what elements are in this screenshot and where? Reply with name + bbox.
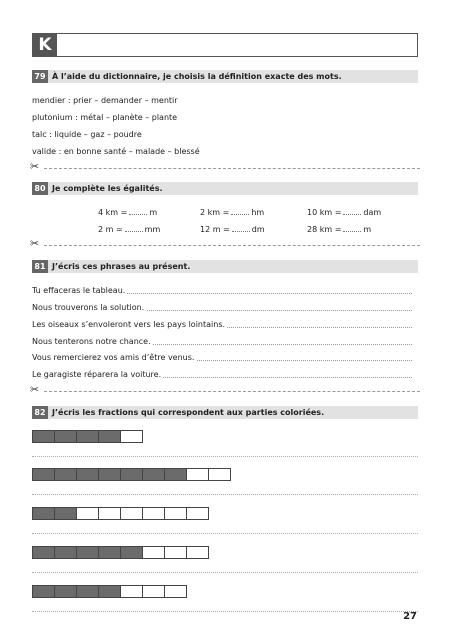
fraction-bar	[32, 507, 208, 520]
exercise-82-title: J’écris les fractions qui correspondent aux parties coloriées.	[52, 408, 325, 417]
blank-part	[120, 430, 143, 443]
section-letter: K	[33, 34, 57, 56]
equality-field[interactable]: 2 km = hm	[200, 208, 265, 217]
colored-part	[54, 430, 77, 443]
exercise-79-number: 79	[32, 70, 48, 83]
exercise-79-title: À l’aide du dictionnaire, je choisis la définition exacte des mots.	[52, 72, 342, 81]
colored-part	[54, 468, 77, 481]
equality-field[interactable]: 4 km = m	[98, 208, 158, 217]
ex81-sentence-line[interactable]: Nous tenterons notre chance.	[32, 336, 412, 347]
fraction-bar	[32, 430, 142, 443]
ex81-sentence-line[interactable]: Vous remercierez vos amis d’être venus.	[32, 352, 412, 363]
cut-line-2	[30, 237, 420, 250]
exercise-81-number: 81	[32, 260, 48, 273]
scissors-icon: ✂	[30, 237, 40, 250]
colored-part	[32, 585, 55, 598]
ex79-line-3: talc : liquide – gaz – poudre	[32, 130, 142, 139]
blank-part	[208, 468, 231, 481]
colored-part	[76, 585, 99, 598]
answer-blank[interactable]	[232, 224, 250, 232]
ex81-sentence-line[interactable]: Nous trouverons la solution.	[32, 302, 412, 313]
fraction-answer-line[interactable]	[32, 494, 418, 495]
blank-part	[186, 546, 209, 559]
equality-field[interactable]: 10 km = dam	[307, 208, 382, 217]
colored-part	[164, 468, 187, 481]
answer-blank[interactable]	[343, 224, 361, 232]
answer-blank[interactable]	[231, 207, 249, 215]
answer-blank[interactable]	[343, 207, 361, 215]
fraction-answer-line[interactable]	[32, 572, 418, 573]
colored-part	[54, 546, 77, 559]
blank-part	[142, 546, 165, 559]
exercise-81-header	[32, 260, 418, 273]
ex79-line-4: valide : en bonne santé – malade – blessé	[32, 147, 200, 156]
exercise-80-title: Je complète les égalités.	[52, 184, 163, 193]
answer-blank[interactable]	[129, 207, 147, 215]
exercise-80-number: 80	[32, 182, 48, 195]
blank-part	[98, 507, 121, 520]
colored-part	[98, 430, 121, 443]
exercise-81-title: J’écris ces phrases au présent.	[52, 262, 191, 271]
ex81-sentence-line[interactable]: Le garagiste réparera la voiture.	[32, 369, 412, 380]
blank-part	[120, 585, 143, 598]
equality-field[interactable]: 28 km = m	[307, 225, 372, 234]
colored-part	[32, 507, 55, 520]
blank-part	[164, 507, 187, 520]
fraction-answer-line[interactable]	[32, 611, 418, 612]
colored-part	[120, 546, 143, 559]
exercise-80-header	[32, 182, 418, 195]
ex81-sentence-line[interactable]: Les oiseaux s’envoleront vers les pays lointains.	[32, 319, 412, 330]
ex79-line-1: mendier : prier – demander – mentir	[32, 96, 178, 105]
fraction-bar	[32, 546, 208, 559]
colored-part	[76, 468, 99, 481]
ex81-sentence-line[interactable]: Tu effaceras le tableau.	[32, 285, 412, 296]
colored-part	[98, 468, 121, 481]
fraction-bar	[32, 468, 230, 481]
exercise-82-number: 82	[32, 406, 48, 419]
blank-part	[164, 546, 187, 559]
colored-part	[76, 546, 99, 559]
equality-field[interactable]: 12 m = dm	[200, 225, 265, 234]
blank-part	[142, 585, 165, 598]
scissors-icon: ✂	[30, 160, 40, 173]
equality-field[interactable]: 2 m = mm	[98, 225, 161, 234]
blank-part	[186, 468, 209, 481]
blank-part	[76, 507, 99, 520]
colored-part	[142, 468, 165, 481]
colored-part	[32, 546, 55, 559]
colored-part	[76, 430, 99, 443]
blank-part	[186, 507, 209, 520]
blank-part	[142, 507, 165, 520]
page-number: 27	[403, 611, 417, 622]
colored-part	[98, 585, 121, 598]
answer-blank[interactable]	[125, 224, 143, 232]
colored-part	[120, 468, 143, 481]
fraction-answer-line[interactable]	[32, 533, 418, 534]
scissors-icon: ✂	[30, 383, 40, 396]
fraction-answer-line[interactable]	[32, 456, 418, 457]
section-header-box	[32, 33, 418, 57]
colored-part	[32, 430, 55, 443]
colored-part	[32, 468, 55, 481]
colored-part	[54, 507, 77, 520]
colored-part	[98, 546, 121, 559]
exercise-82-header	[32, 406, 418, 419]
cut-line-3	[30, 383, 420, 396]
ex79-line-2: plutonium : métal – planète – plante	[32, 113, 178, 122]
fraction-bar	[32, 585, 186, 598]
blank-part	[120, 507, 143, 520]
exercise-79-header	[32, 70, 418, 83]
blank-part	[164, 585, 187, 598]
colored-part	[54, 585, 77, 598]
cut-line-1	[30, 160, 420, 173]
